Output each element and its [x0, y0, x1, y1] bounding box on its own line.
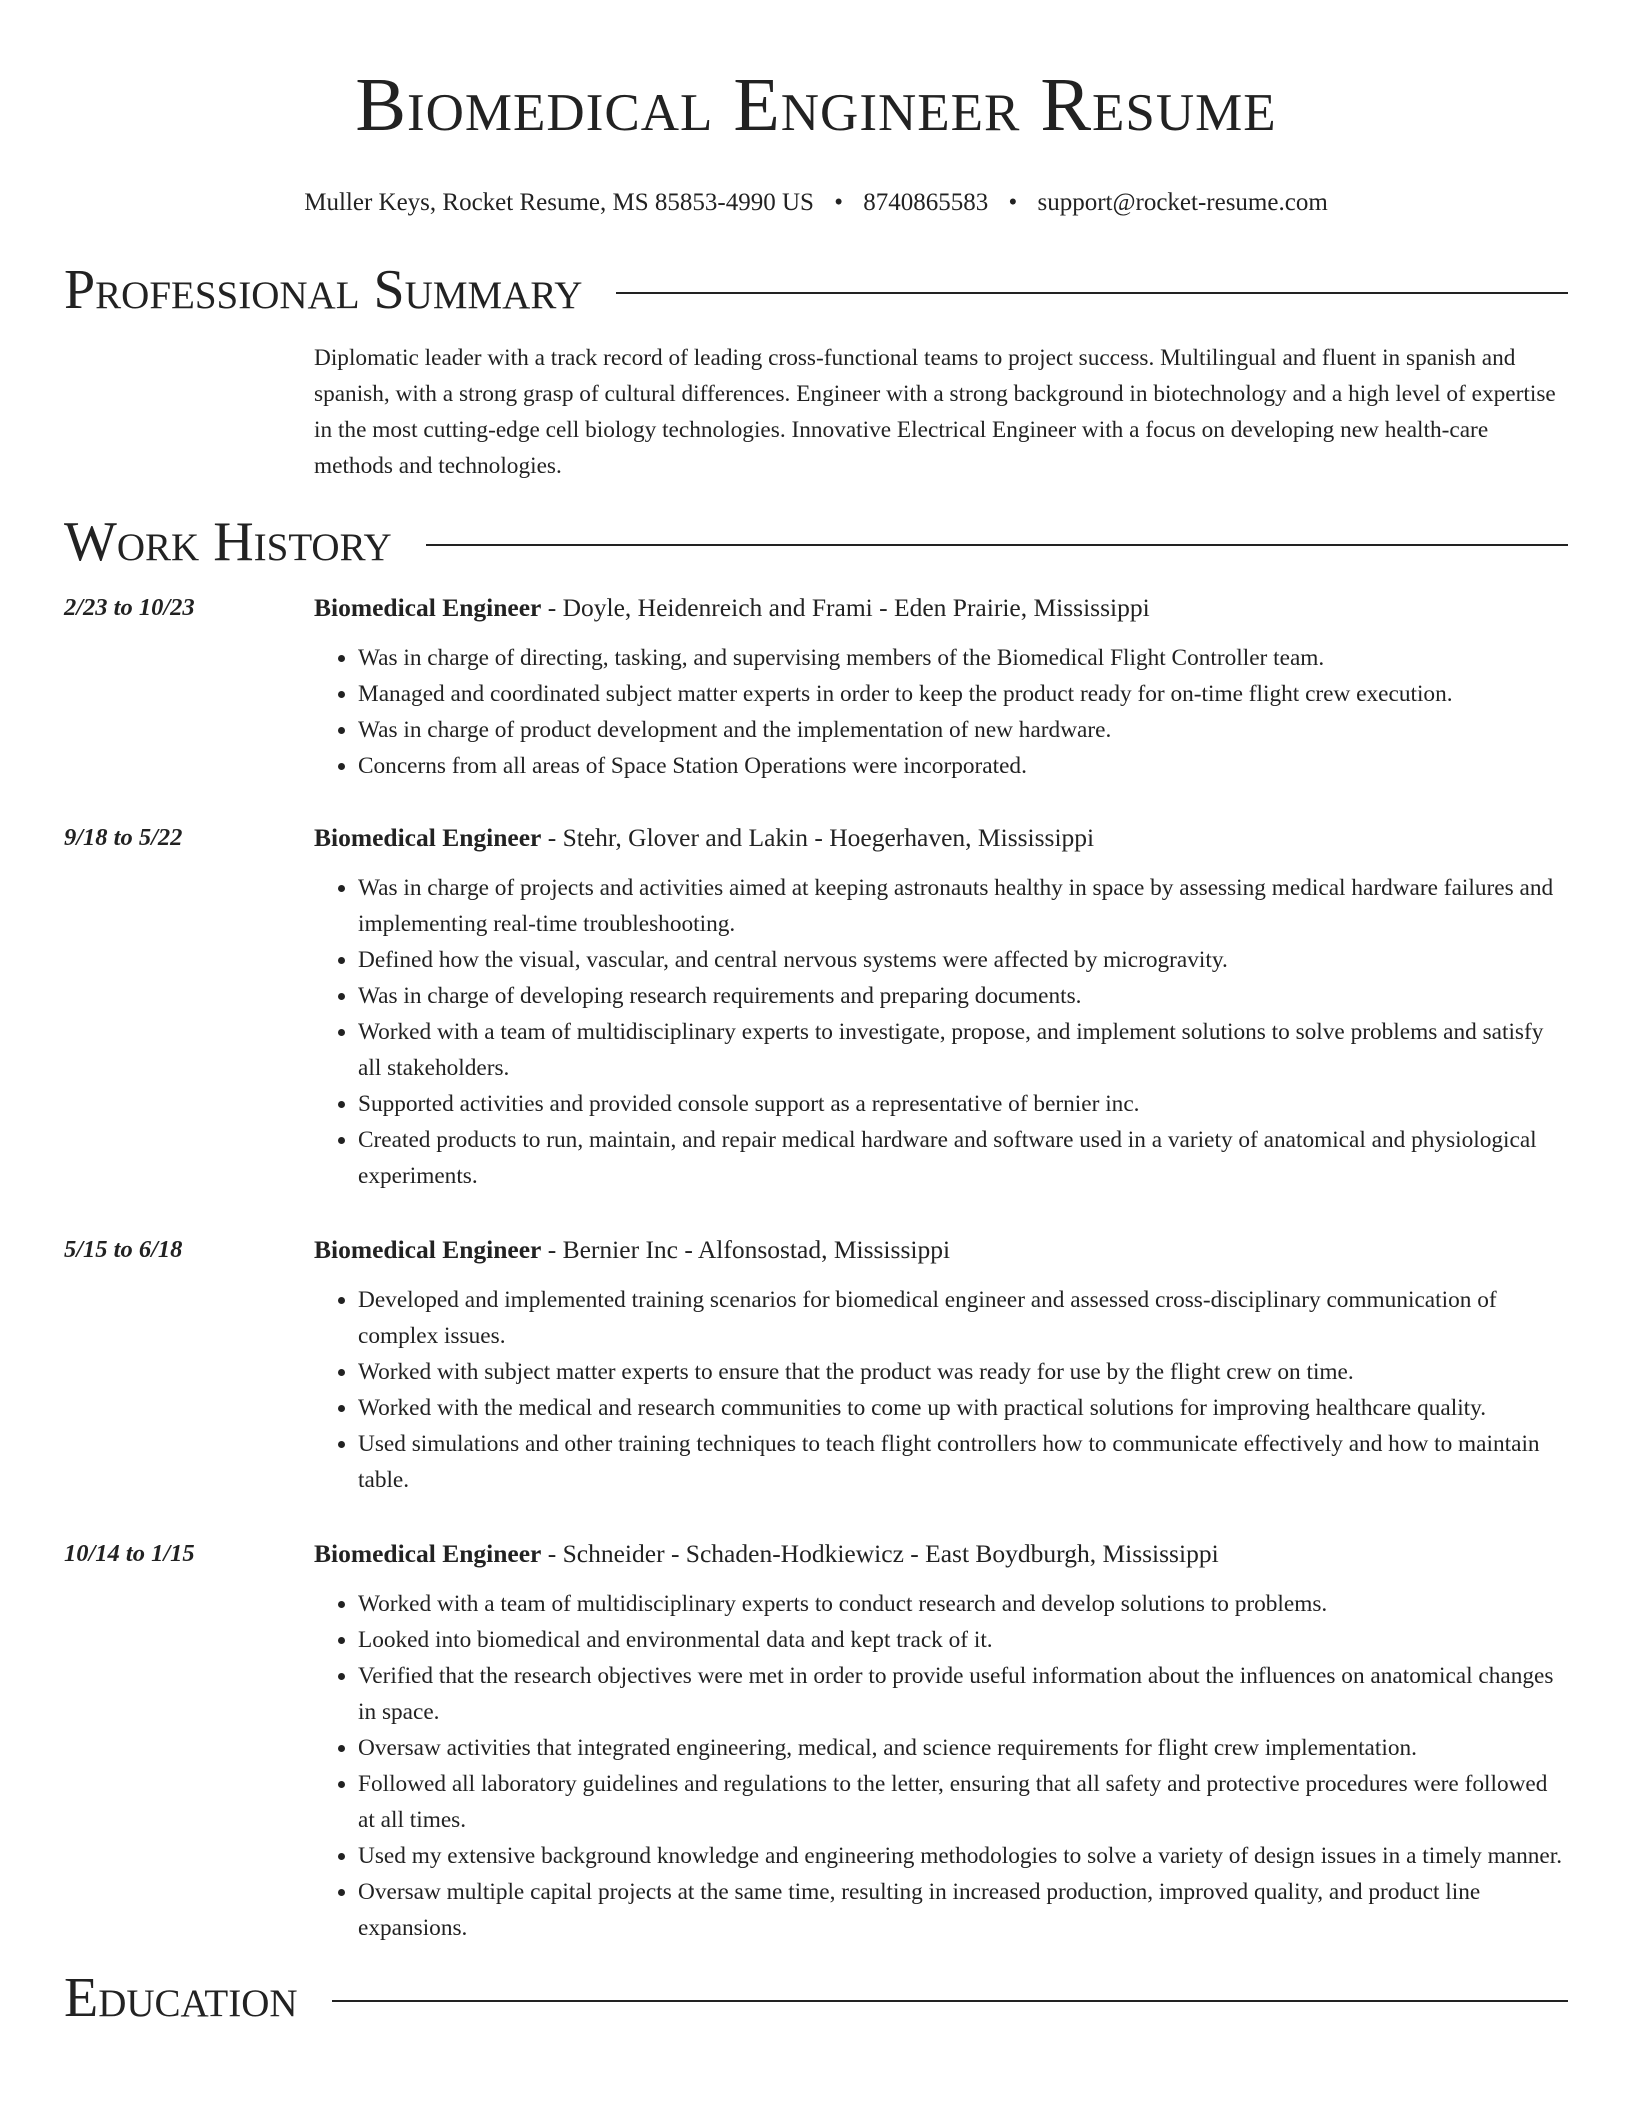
contact-email: support@rocket-resume.com: [1037, 189, 1328, 216]
job-dates: 10/14 to 1/15: [64, 1540, 195, 1567]
job-bullet-list: [314, 870, 1568, 1194]
job-bullet-list: [314, 640, 1568, 784]
job-bullet: • Created products to run, maintain, and repair medical hardware and software used in a variety of anatomical and physiological experiments.: [358, 1122, 1568, 1194]
job-bullet: • Used my extensive background knowledge and engineering methodologies to solve a variety of design issues in a timely manner.: [358, 1838, 1568, 1874]
job-title-line: [314, 820, 1568, 856]
job-bullet: • Used simulations and other training techniques to teach flight controllers how to communicate effectively and how to maintain table.: [358, 1426, 1568, 1498]
education-section-header: [64, 1966, 1568, 2030]
job-bullet: • Oversaw multiple capital projects at the same time, resulting in increased production, improved quality, and product line expansions.: [358, 1874, 1568, 1946]
job-bullet-list: [314, 1586, 1568, 1946]
job-title-line: [314, 590, 1568, 626]
job-employer-location: - Stehr, Glover and Lakin - Hoegerhaven, Mississippi: [541, 823, 1095, 852]
job-employer-location: - Schneider - Schaden-Hodkiewicz - East Boydburgh, Mississippi: [541, 1539, 1219, 1568]
job-entry: [64, 820, 1568, 1194]
job-body: [314, 820, 1568, 1194]
summary-section-header: [64, 258, 1568, 322]
job-title-line: [314, 1536, 1568, 1572]
job-bullet: • Developed and implemented training scenarios for biomedical engineer and assessed cross-disciplinary communication of complex issues.: [358, 1282, 1568, 1354]
job-employer-location: - Bernier Inc - Alfonsostad, Mississippi: [541, 1235, 951, 1264]
summary-text: Diplomatic leader with a track record of leading cross-functional teams to project success. Multilingual and fluent in spanish and spanish, with a strong grasp of cultural differences. Engineer with a strong background in biotechnology and a high level of expertise in the most cutting-edge cell biology technologies. Innovative Electrical Engineer with a focus on developing new health-care methods and technologies.: [314, 345, 1556, 479]
job-bullet-list: [314, 1282, 1568, 1498]
job-bullet: • Was in charge of directing, tasking, and supervising members of the Biomedical Flight Controller team.: [358, 640, 1568, 676]
contact-separator: •: [1008, 189, 1018, 216]
section-divider: [616, 292, 1568, 294]
job-body: [314, 1232, 1568, 1498]
job-body: [314, 1536, 1568, 1946]
job-title-line: [314, 1232, 1568, 1268]
section-divider: [332, 2000, 1568, 2002]
job-bullet: • Worked with a team of multidisciplinary experts to conduct research and develop solutions to problems.: [358, 1586, 1568, 1622]
job-role: Biomedical Engineer: [314, 823, 542, 852]
job-body: [314, 590, 1568, 784]
job-bullet: • Was in charge of developing research requirements and preparing documents.: [358, 978, 1568, 1014]
job-entry: [64, 1536, 1568, 1946]
job-role: Biomedical Engineer: [314, 1235, 542, 1264]
job-dates: 2/23 to 10/23: [64, 594, 195, 621]
work-section-title: Work History: [64, 511, 392, 573]
job-bullet: • Managed and coordinated subject matter experts in order to keep the product ready for on-time flight crew execution.: [358, 676, 1568, 712]
section-divider: [426, 544, 1568, 546]
summary-section-title: Professional Summary: [64, 259, 583, 321]
education-section-title: Education: [64, 1967, 298, 2029]
job-bullet: • Worked with subject matter experts to ensure that the product was ready for use by the flight crew on time.: [358, 1354, 1568, 1390]
job-employer-location: - Doyle, Heidenreich and Frami - Eden Prairie, Mississippi: [541, 593, 1150, 622]
job-bullet: • Was in charge of product development and the implementation of new hardware.: [358, 712, 1568, 748]
job-bullet: • Verified that the research objectives were met in order to provide useful information about the influences on anatomical changes in space.: [358, 1658, 1568, 1730]
resume-title: Biomedical Engineer Resume: [355, 63, 1277, 147]
work-section-header: [64, 510, 1568, 574]
job-bullet: • Worked with a team of multidisciplinary experts to investigate, propose, and implement solutions to solve problems and satisfy all stakeholders.: [358, 1014, 1568, 1086]
contact-line: [0, 188, 1632, 218]
job-dates: 5/15 to 6/18: [64, 1236, 183, 1263]
job-bullet: • Followed all laboratory guidelines and regulations to the letter, ensuring that all safety and protective procedures were followed at all times.: [358, 1766, 1568, 1838]
work-history-list: [0, 590, 1632, 1946]
job-bullet: • Worked with the medical and research communities to come up with practical solutions for improving healthcare quality.: [358, 1390, 1568, 1426]
job-bullet: • Supported activities and provided console support as a representative of bernier inc.: [358, 1086, 1568, 1122]
job-bullet: • Looked into biomedical and environmental data and kept track of it.: [358, 1622, 1568, 1658]
job-bullet: • Oversaw activities that integrated engineering, medical, and science requirements for flight crew implementation.: [358, 1730, 1568, 1766]
contact-address: Muller Keys, Rocket Resume, MS 85853-4990 US: [304, 189, 814, 216]
job-bullet: • Concerns from all areas of Space Station Operations were incorporated.: [358, 748, 1568, 784]
job-entry: [64, 1232, 1568, 1498]
job-role: Biomedical Engineer: [314, 593, 542, 622]
job-entry: [64, 590, 1568, 784]
job-bullet: • Was in charge of projects and activities aimed at keeping astronauts healthy in space by assessing medical hardware failures and implementing real-time troubleshooting.: [358, 870, 1568, 942]
contact-phone: 8740865583: [863, 189, 989, 216]
job-dates: 9/18 to 5/22: [64, 824, 183, 851]
job-role: Biomedical Engineer: [314, 1539, 542, 1568]
job-bullet: • Defined how the visual, vascular, and central nervous systems were affected by microgravity.: [358, 942, 1568, 978]
contact-separator: •: [834, 189, 843, 216]
